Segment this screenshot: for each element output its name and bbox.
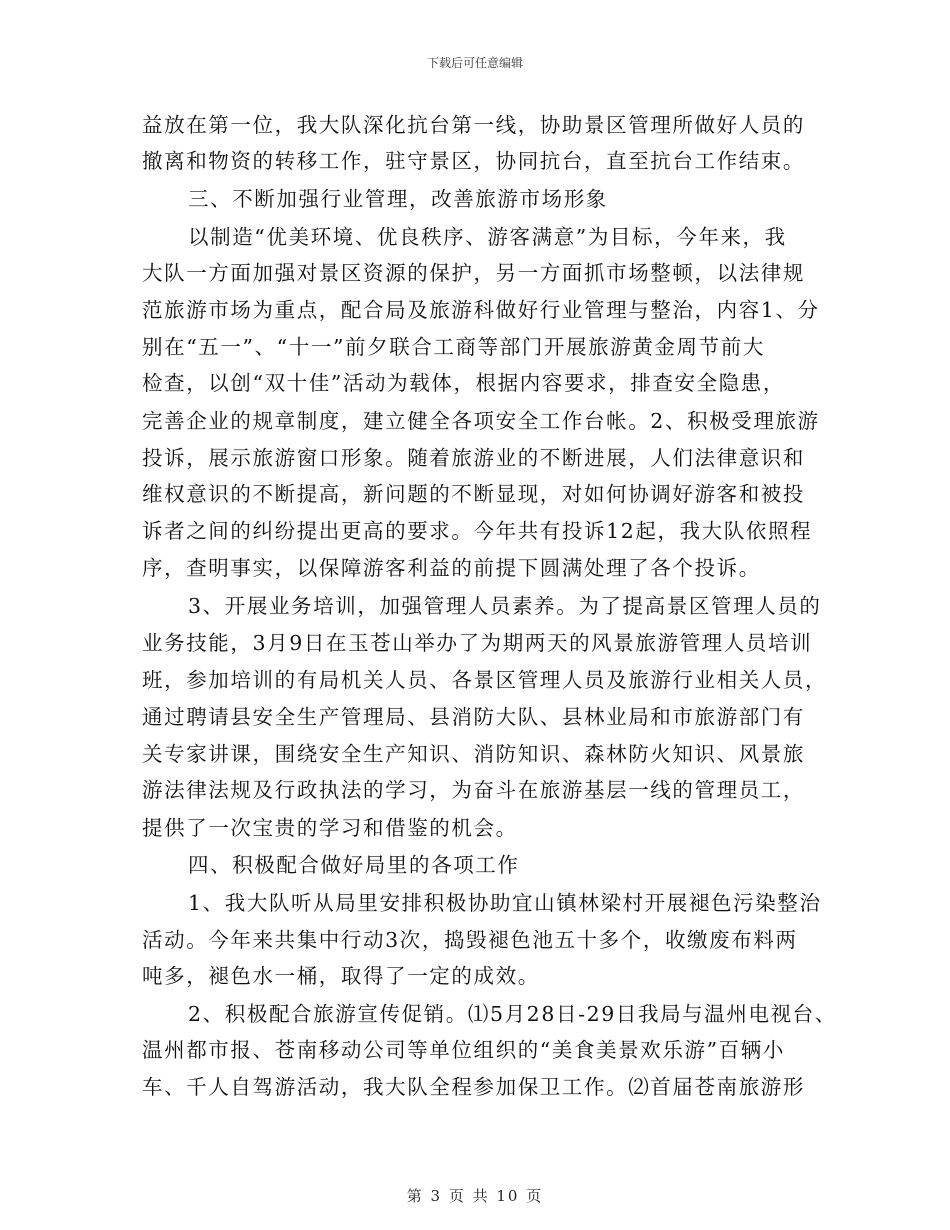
text-line: 关专家讲课，围绕安全生产知识、消防知识、森林防火知识、风景旅 [142,742,805,766]
text-line: 3、开展业务培训，加强管理人员素养。为了提高景区管理人员的 [188,594,822,618]
text-line: 温州都市报、苍南移动公司等单位组织的“美食美景欢乐游”百辆小 [142,1038,785,1062]
text-line: 检查，以创“双十佳”活动为载体，根据内容要求，排查安全隐患， [142,371,785,395]
text-line: 维权意识的不断提高，新问题的不断显现，对如何协调好游客和被投 [142,482,805,506]
text-line: 车、千人自驾游活动，我大队全程参加保卫工作。⑵首届苍南旅游形 [142,1075,805,1099]
text-line: 投诉，展示旅游窗口形象。随着旅游业的不断进展，人们法律意识和 [142,446,805,470]
text-line: 完善企业的规章制度，建立健全各项安全工作台帐。2、积极受理旅游 [142,409,820,433]
section-heading: 三、不断加强行业管理，改善旅游市场形象 [188,187,608,211]
text-line: 游法律法规及行政执法的学习，为奋斗在旅游基层一线的管理员工， [142,778,805,802]
text-line: 活动。今年来共集中行动3次，捣毁褪色池五十多个，收缴废布料两 [142,928,798,952]
text-line: 撤离和物资的转移工作，驻守景区，协同抗台，直至抗台工作结束。 [142,149,805,173]
section-heading: 四、积极配合做好局里的各项工作 [188,853,520,877]
text-line: 提供了一次宝贵的学习和借鉴的机会。 [142,816,518,840]
text-line: 大队一方面加强对景区资源的保护，另一方面抓市场整顿，以法律规 [142,261,805,285]
text-line: 业务技能，3月9日在玉苍山举办了为期两天的风景旅游管理人员培训 [142,631,813,655]
text-line: 1、我大队听从局里安排积极协助宜山镇林梁村开展褪色污染整治 [188,891,822,915]
page-footer: 第 3 页 共 10 页 [406,1187,544,1205]
text-line: 2、积极配合旅游宣传促销。⑴5月28日-29日我局与温州电视台、 [188,1002,837,1026]
text-line: 序，查明事实，以保障游客利益的前提下圆满处理了各个投诉。 [142,556,761,580]
text-line: 通过聘请县安全生产管理局、县消防大队、县林业局和市旅游部门有 [142,705,805,729]
text-line: 益放在第一位，我大队深化抗台第一线，协助景区管理所做好人员的 [142,113,805,137]
text-line: 以制造“优美环境、优良秩序、游客满意”为目标，今年来，我 [188,225,787,249]
text-line: 范旅游市场为重点，配合局及旅游科做好行业管理与整治，内容1、分 [142,298,820,322]
text-line: 吨多，褪色水一桶，取得了一定的成效。 [142,964,540,988]
page-header: 下载后可任意编辑 [426,56,523,70]
text-line: 诉者之间的纠纷提出更高的要求。今年共有投诉12起，我大队依照程 [142,519,813,543]
text-line: 别在“五一”、“十一”前夕联合工商等部门开展旅游黄金周节前大 [142,335,765,359]
text-line: 班，参加培训的有局机关人员、各景区管理人员及旅游行业相关人员， [142,668,828,692]
